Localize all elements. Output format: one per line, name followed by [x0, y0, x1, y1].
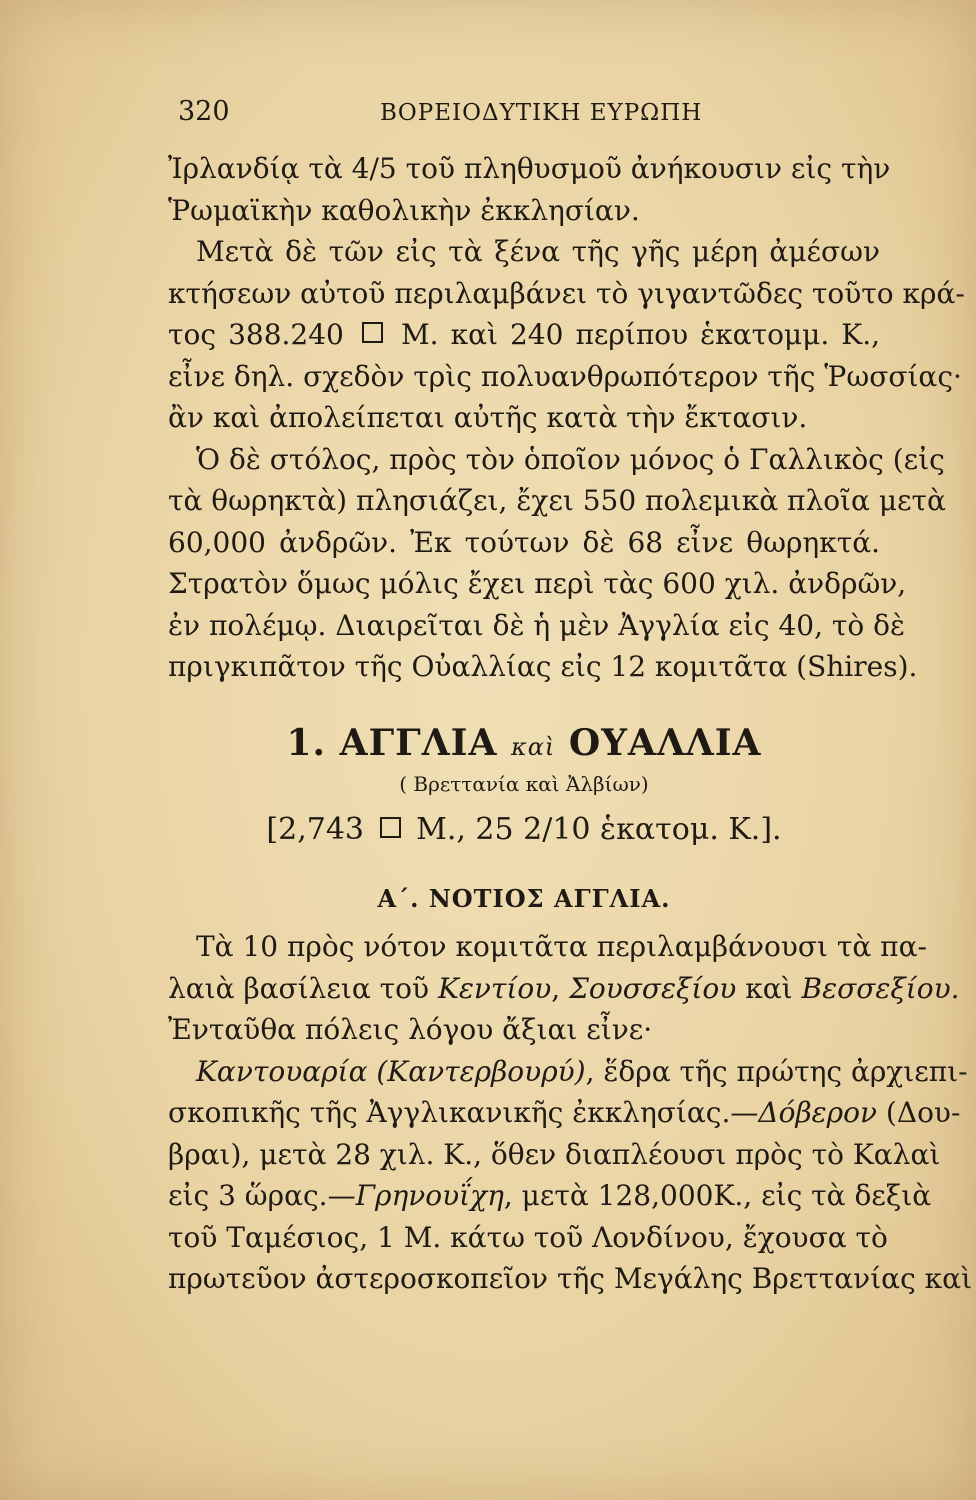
- text-span: καὶ: [745, 971, 793, 1005]
- text-line: ἂν καὶ ἀπολείπεται αὐτῆς κατὰ τὴν ἔκτασιν.: [168, 401, 808, 434]
- text-span: σκοπικῆς τῆς Ἀγγλικανικῆς ἐκκλησίας.—: [168, 1096, 759, 1129]
- text-span: εἰς 3 ὥρας.—: [168, 1179, 356, 1212]
- page-header: [178, 96, 878, 136]
- text-line: [168, 1092, 961, 1134]
- intro-paragraphs: [168, 148, 965, 688]
- place-name: Δόβερον: [758, 1096, 878, 1129]
- text-span: , ἕδρα τῆς πρώτης ἀρχιεπι-: [585, 1054, 968, 1088]
- page-number: 320: [178, 96, 230, 127]
- stats-area: [2,743: [266, 812, 365, 847]
- text-line: Ὁ δὲ στόλος, πρὸς τὸν ὁποῖον μόνος ὁ Γαλλικὸς (εἰς: [196, 442, 945, 476]
- text-span: Μ. καὶ 240 περίπου ἑκατομμ. Κ.,: [400, 318, 880, 351]
- text-line: βραι), μετὰ 28 χιλ. Κ., ὅθεν διαπλέουσι πρὸς τὸ Καλαὶ: [168, 1137, 941, 1171]
- text-line: Μετὰ δὲ τῶν εἰς τὰ ξένα τῆς γῆς μέρη ἀμέσων: [196, 235, 880, 268]
- text-line: τοῦ Ταμέσιος, 1 Μ. κάτω τοῦ Λονδίνου, ἔχουσα τὸ: [168, 1220, 888, 1254]
- place-name: Σουσσεξίου: [569, 971, 737, 1005]
- section-title: [168, 722, 880, 764]
- text-line: Ῥωμαϊκὴν καθολικὴν ἐκκλησίαν.: [168, 193, 640, 227]
- body-paragraphs: [168, 926, 973, 1300]
- text-line: [168, 1175, 932, 1217]
- text-line: 60,000 ἀνδρῶν. Ἐκ τούτων δὲ 68 εἶνε θωρηκτά.: [168, 525, 880, 559]
- text-line: Στρατὸν ὅμως μόλις ἔχει περὶ τὰς 600 χιλ. ἀνδρῶν,: [168, 567, 907, 600]
- text-line: Τὰ 10 πρὸς νότον κομιτᾶτα περιλαμβάνουσι τὰ πα-: [196, 930, 927, 963]
- text-span: λαιὰ βασίλεια τοῦ: [168, 971, 430, 1005]
- text-line: [168, 968, 960, 1010]
- text-span: τος 388.240: [168, 318, 344, 351]
- text-line: Ἰρλανδίᾳ τὰ 4/5 τοῦ πληθυσμοῦ ἀνήκουσιν εἰς τὴν: [168, 152, 891, 185]
- section-title-conjunction: καὶ: [510, 733, 556, 761]
- stats-population: Μ., 25 2/10 ἑκατομ. Κ.].: [416, 812, 782, 847]
- text-line: τὰ θωρηκτὰ) πλησιάζει, ἔχει 550 πολεμικὰ πλοῖα μετὰ: [168, 484, 946, 517]
- text-line: [168, 314, 880, 356]
- running-head: ΒΟΡΕΙΟΔΥΤΙΚΗ ΕΥΡΩΠΗ: [380, 100, 703, 126]
- section-subtitle: ( Βρεττανία καὶ Ἀλβίων): [399, 772, 649, 796]
- text-line: [168, 1051, 968, 1093]
- section-title-b: ΟΥΑΛΛΙΑ: [568, 722, 762, 764]
- text-line: ἐν πολέμῳ. Διαιρεῖται δὲ ἡ μὲν Ἀγγλία εἰς 40, τὸ δὲ: [168, 608, 906, 642]
- text-span: (Δου-: [885, 1096, 961, 1129]
- text-line: πρωτεῦον ἀστεροσκοπεῖον τῆς Μεγάλης Βρεττανίας καὶ: [168, 1262, 973, 1295]
- text-line: πριγκιπᾶτον τῆς Οὐαλλίας εἰς 12 κομιτᾶτα (Shires).: [168, 650, 918, 683]
- text-line: Ἐνταῦθα πόλεις λόγου ἄξιαι εἶνε·: [168, 1013, 653, 1046]
- text-line: κτήσεων αὐτοῦ περιλαμβάνει τὸ γιγαντῶδες τοῦτο κρά-: [168, 276, 965, 310]
- square-mile-icon: [380, 817, 401, 838]
- text-line: εἶνε δηλ. σχεδὸν τρὶς πολυανθρωπότερον τῆς Ῥωσσίας·: [168, 359, 962, 393]
- text-span: ,: [551, 971, 561, 1005]
- subsection-heading: Α΄. ΝΟΤΙΟΣ ΑΓΓΛΙΑ.: [377, 884, 671, 913]
- place-name: Καντουαρία (Καντερβουρύ): [196, 1054, 586, 1088]
- section-title-a: ΑΓΓΛΙΑ: [339, 722, 498, 764]
- place-name: Γρηνουΐχη: [355, 1179, 504, 1212]
- section-stats: [168, 812, 880, 847]
- place-name: Βεσσεξίου.: [801, 971, 960, 1005]
- place-name: Κεντίου: [437, 971, 552, 1005]
- section-number: 1.: [286, 722, 327, 764]
- square-mile-icon: [362, 322, 383, 343]
- text-span: , μετὰ 128,000Κ., εἰς τὰ δεξιὰ: [503, 1179, 932, 1212]
